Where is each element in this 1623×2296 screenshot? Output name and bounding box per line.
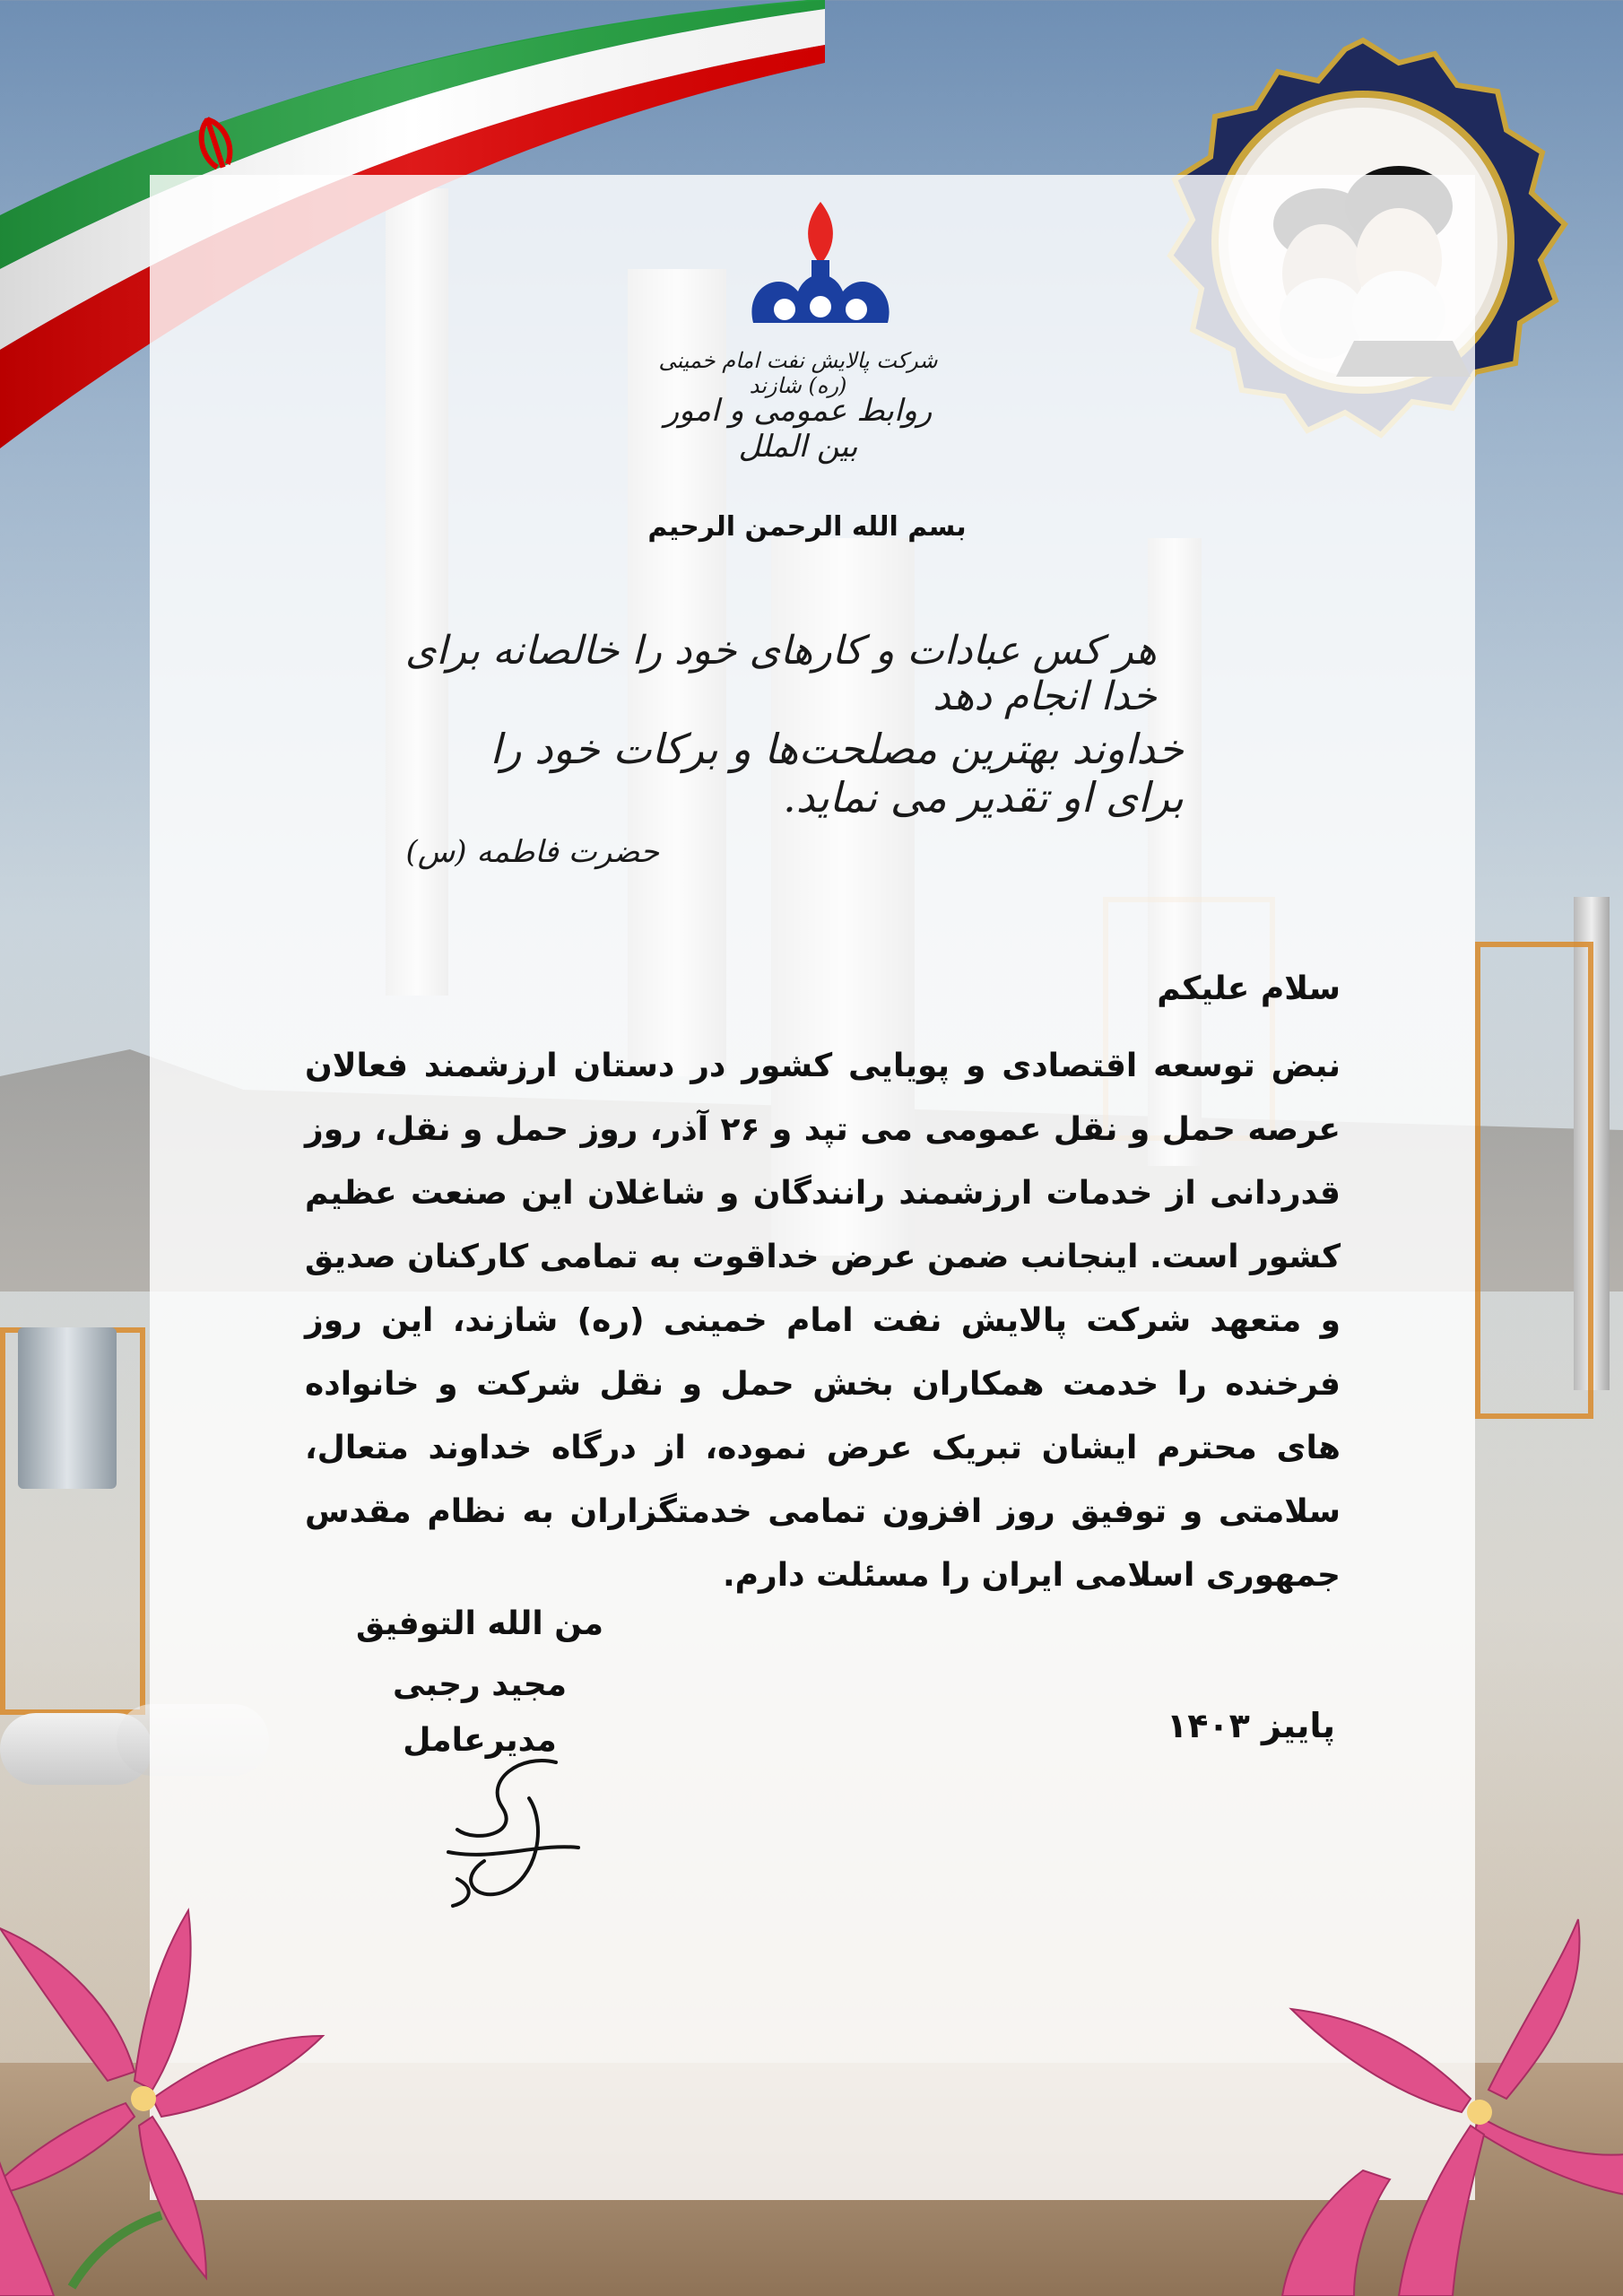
quote-attribution: حضرت فاطمه (س) bbox=[405, 834, 659, 870]
greeting: سلام علیکم bbox=[1157, 970, 1341, 1007]
department-name: روابط عمومی و امور بین الملل bbox=[664, 393, 933, 465]
company-name: شرکت پالایش نفت امام خمینی (ره) شازند bbox=[658, 348, 938, 398]
pipe-structure bbox=[1475, 942, 1593, 1419]
signature-icon bbox=[421, 1744, 619, 1915]
lily-flower-decoration bbox=[0, 1901, 359, 2296]
storage-tank bbox=[18, 1327, 117, 1489]
letter-date: پاییز ۱۴۰۳ bbox=[1167, 1706, 1335, 1745]
quote-line-1: هر کس عبادات و کارهای خود را خالصانه برای خدا انجام دهد bbox=[404, 628, 1157, 719]
signer-title: مدیرعامل bbox=[403, 1722, 557, 1759]
closing-phrase: من الله التوفیق bbox=[356, 1605, 603, 1642]
nioc-flame-logo-icon bbox=[735, 197, 906, 332]
letter-body: نبض توسعه اقتصادی و پویایی کشور در دستان ارزشمند فعالان عرصه حمل و نقل عمومی می تپد و ۲۶ آذر، روز حمل و نقل، روز قدردانی از خدمات ارزشمند رانندگان و شاغلان این صنعت عظیم کشور است. اینجانب ضمن عرض خداقوت به تمامی کارکنان صدیق و متعهد شرکت پالایش نفت امام خمینی (ره) شازند، این روز فرخنده را خدمت همکاران بخش حمل و نقل شرکت و خانواده های محترم ایشان تبریک عرض نموده، از درگاه خداوند متعال، سلامتی و توفیق روز افزون تمامی خدمتگزاران به نظام مقدس جمهوری اسلامی ایران را مسئلت دارم. bbox=[305, 1048, 1341, 1594]
signer-name: مجید رجبی bbox=[392, 1666, 568, 1703]
quote-line-2: خداوند بهترین مصلحت‌ها و برکات خود را برای او تقدیر می نماید. bbox=[490, 725, 1184, 822]
bismillah: بسم الله الرحمن الرحیم bbox=[647, 511, 967, 543]
lily-flower-decoration bbox=[1255, 1901, 1623, 2296]
